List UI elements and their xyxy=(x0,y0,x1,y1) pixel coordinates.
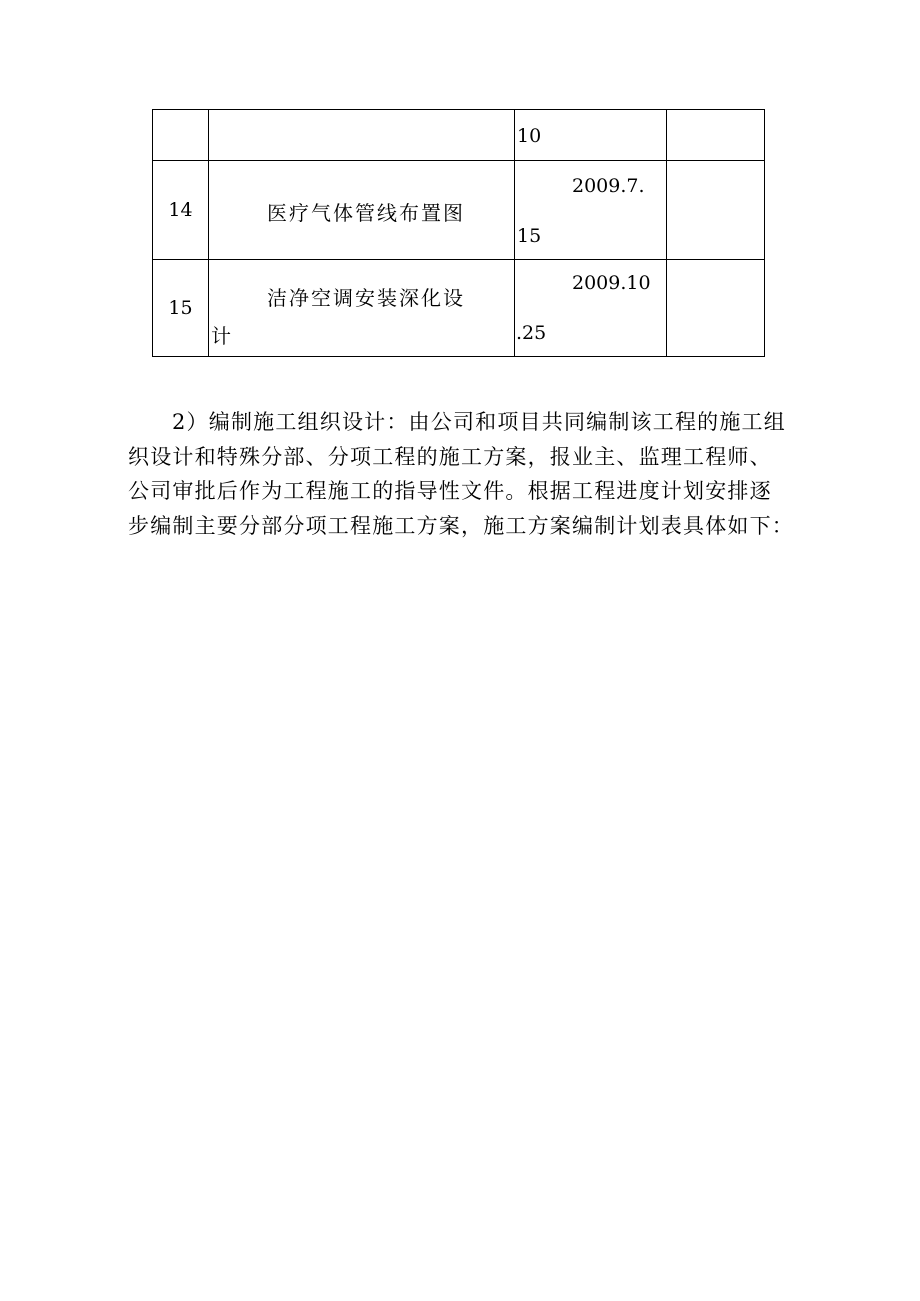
note-cell xyxy=(667,161,765,260)
note-cell xyxy=(667,110,765,161)
drawing-name-line1: 洁净空调安装深化设 xyxy=(267,286,465,310)
table-row xyxy=(153,110,765,161)
paragraph-line: 织设计和特殊分部、分项工程的施工方案，报业主、监理工程师、 xyxy=(128,444,772,469)
design-schedule-table xyxy=(152,109,765,357)
drawing-name: 医疗气体管线布置图 xyxy=(267,201,465,225)
construction-design-paragraph xyxy=(128,405,808,543)
table-row xyxy=(153,161,765,260)
table-row xyxy=(153,260,765,357)
paragraph-line: 2）编制施工组织设计：由公司和项目共同编制该工程的施工组 xyxy=(172,410,786,434)
drawing-name-cell xyxy=(209,260,515,357)
row-number: 14 xyxy=(168,199,193,221)
completion-date-line1: 2009.7. xyxy=(572,175,645,197)
drawing-name-cell xyxy=(209,110,515,161)
drawing-name-line2: 计 xyxy=(211,324,231,348)
paragraph-line: 公司审批后作为工程施工的指导性文件。根据工程进度计划安排逐 xyxy=(128,479,772,503)
completion-date-line2: .25 xyxy=(516,322,547,344)
completion-date-cell xyxy=(515,110,667,161)
completion-date-cell xyxy=(515,161,667,260)
completion-date-line2: 15 xyxy=(517,225,542,247)
completion-date-line1: 2009.10 xyxy=(572,272,651,294)
paragraph-line: 步编制主要分部分项工程施工方案，施工方案编制计划表具体如下： xyxy=(128,513,794,538)
row-number-cell xyxy=(153,161,209,260)
completion-date-cell xyxy=(515,260,667,357)
note-cell xyxy=(667,260,765,357)
row-number-cell xyxy=(153,260,209,357)
row-number-cell xyxy=(153,110,209,161)
row-number: 15 xyxy=(168,297,193,319)
completion-date-continued: 10 xyxy=(517,125,542,147)
drawing-name-cell xyxy=(209,161,515,260)
